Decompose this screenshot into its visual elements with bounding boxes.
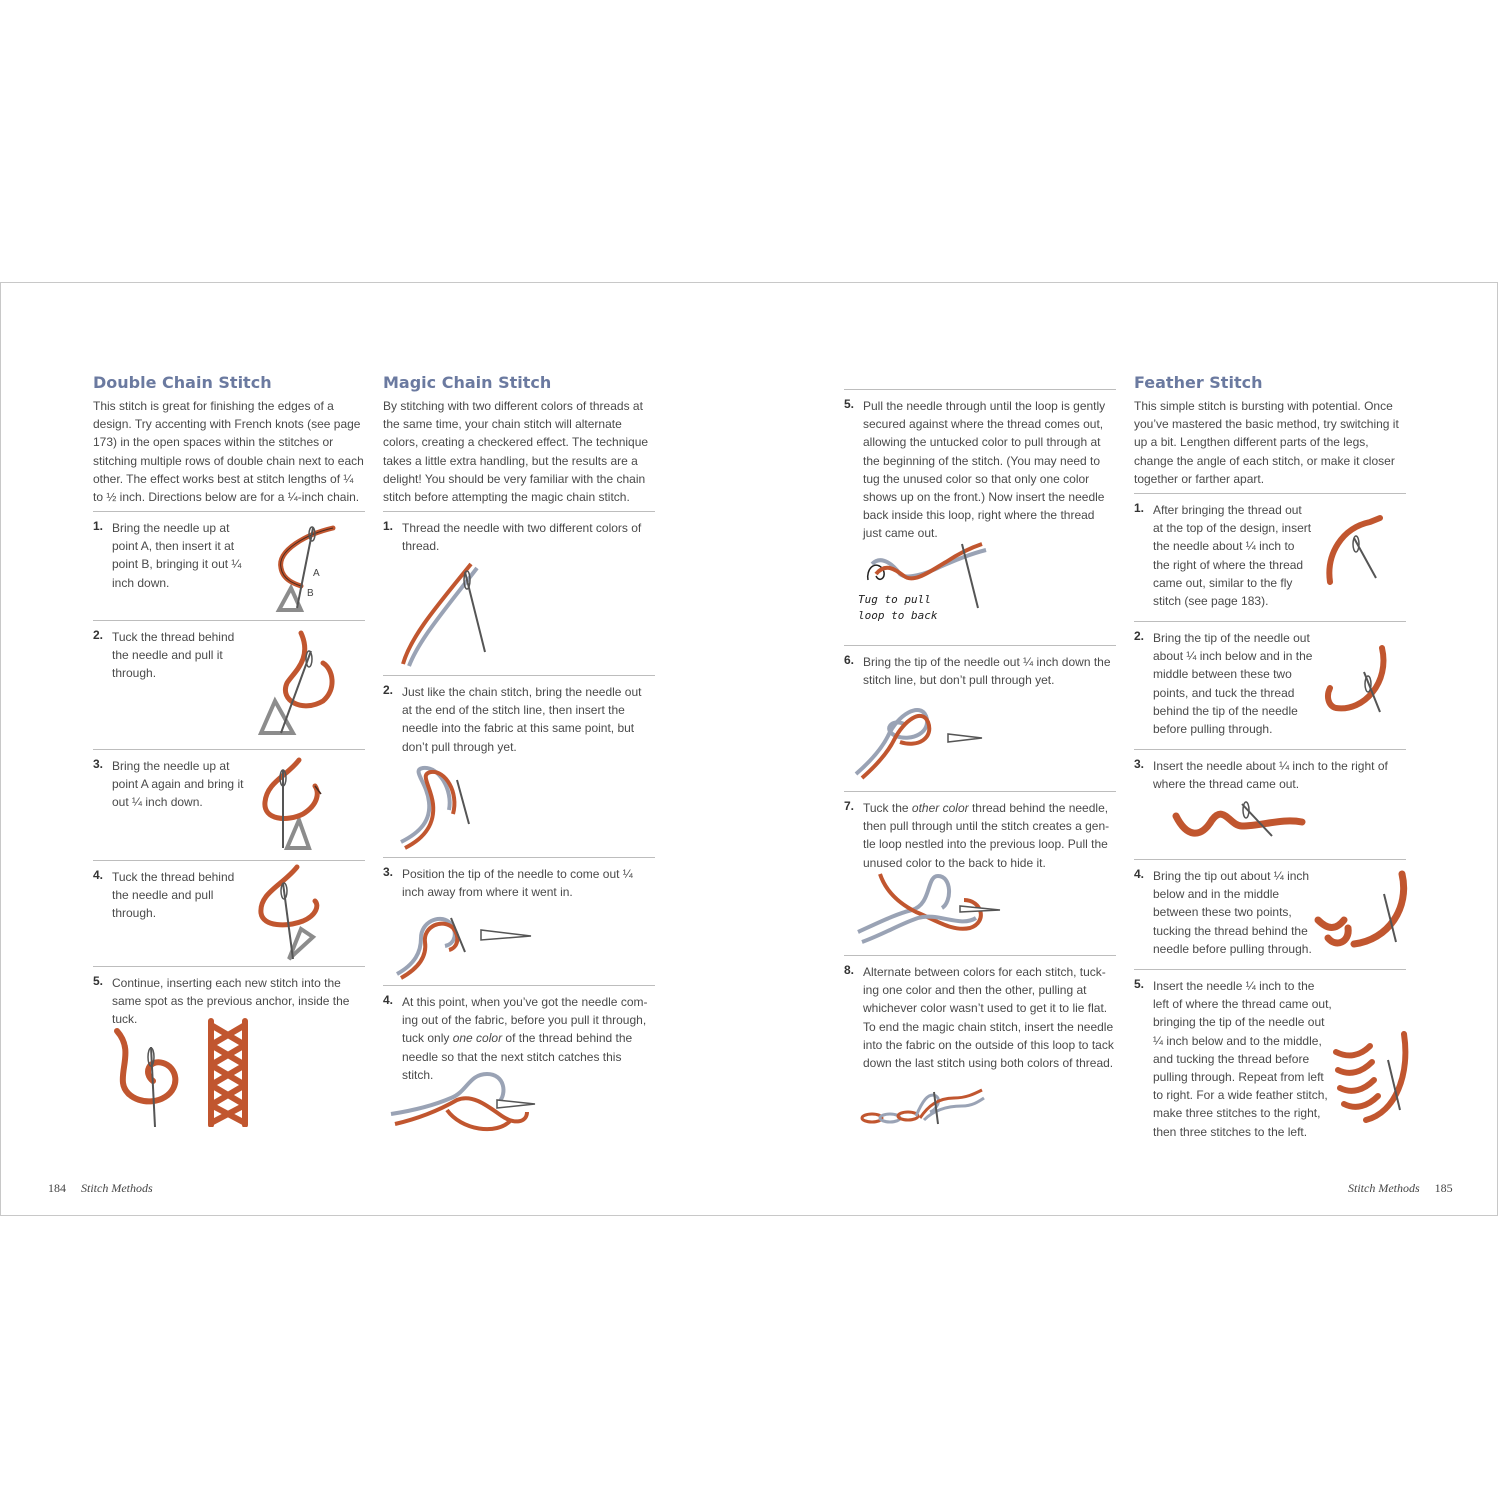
magic-chain-step-4 [383, 985, 655, 1175]
step-number: 6. [844, 653, 855, 667]
point-b-label: B [307, 588, 314, 599]
feather-step-1 [1134, 493, 1406, 621]
feather-step-4-illustration [1314, 868, 1410, 958]
tuck-thread-illustration [253, 629, 343, 745]
feather-step-2-illustration [1324, 642, 1394, 722]
left-running-title: Stitch Methods [81, 1181, 153, 1195]
insert-needle-loop-illustration [397, 762, 477, 852]
step-text: Position the tip of the needle to come out ¼ inch away from where it went in. [402, 867, 633, 900]
step-text-emphasis: other color [911, 801, 969, 815]
step-number: 4. [1134, 867, 1145, 881]
step-number: 2. [383, 683, 394, 697]
finished-double-chain-illustration [205, 1017, 255, 1127]
tuck-pull-through-illustration [253, 863, 333, 963]
step-text: Bring the tip of the needle out ¼ inch down the stitch line, but don’t pull through yet. [863, 655, 1111, 688]
magic-chain-intro: By stitching with two different colors of threads at the same time, your chain stitch will alternate colors, creating a checkered effect. The technique takes a little extra handling, but the results are a delight! You should be very familiar with the chain stitch before attempting the magic chain stitch. [383, 399, 649, 505]
feather-step-4 [1134, 859, 1406, 969]
step-text: Tuck the thread behind the needle and pull it through. [112, 630, 235, 681]
feather-step-2 [1134, 621, 1406, 749]
step-text: Alternate between colors for each stitch, tucking one color and then the other, pulling at whichever color wasn’t used to get it to lie flat. To end the magic chain stitch, insert the needle into the fabric on the outside of this loop to tack down the last stitch using both colors of thread. [863, 965, 1114, 1071]
step-number: 7. [844, 799, 855, 813]
step-number: 1. [1134, 501, 1145, 515]
tug-note [858, 592, 937, 624]
needle-point-a-b-illustration [267, 520, 357, 616]
magic-chain-step-1 [383, 511, 655, 675]
step-number: 3. [93, 757, 104, 771]
step-text-emphasis: one color [452, 1031, 503, 1046]
feather-step-3 [1134, 749, 1406, 859]
book-spread [0, 282, 1498, 1216]
step-text: Continue, inserting each new stitch into the same spot as the previous anchor, inside the tuck. [112, 976, 350, 1027]
step-number: 3. [383, 865, 394, 879]
step-number: 2. [93, 628, 104, 642]
double-chain-intro: This stitch is great for finishing the edges of a design. Try accenting with French knots (see page 173) in the open spaces within the stitches or stitching multiple rows of double chain next to each other. The effect works best at stitch lengths of ¼ to ½ inch. Directions below are for a ¼-inch chain. [93, 399, 364, 505]
step-text: Tuck the thread behind the needle and pull through. [112, 870, 235, 921]
step-text: Insert the needle about ¼ inch to the right of where the thread came out. [1153, 759, 1388, 792]
step-text: Bring the tip of the needle out about ¼ inch below and in the middle between these two points, and tuck the thread behind the tip of the needle before pulling through. [1153, 631, 1313, 737]
left-page-number: 184 [48, 1181, 66, 1195]
feather-intro: This simple stitch is bursting with potential. Once you’ve mastered the basic method, try switching it up a bit. Lengthen different parts of the legs, change the angle of each stitch, or make it closer together or farther apart. [1134, 399, 1399, 486]
feather-step-3-illustration [1172, 796, 1308, 846]
step-number: 8. [844, 963, 855, 977]
step-text-part-b: thread behind the needle, then pull through until the stitch creates a gentle loop nestled into the previous loop. Pull the unused color to the back to hide it. [863, 801, 1110, 870]
step-text: Bring the needle up at point A again and bring it out ¼ inch down. [112, 759, 244, 810]
step-text [863, 799, 1115, 872]
finished-magic-chain-illustration [858, 1088, 988, 1128]
magic-chain-step-2 [383, 675, 655, 857]
double-chain-step-2 [93, 620, 365, 749]
step-text-part-a: At this point, when you’ve got the needle coming out of the fabric, before you pull it through, tuck only [402, 995, 648, 1046]
magic-chain-continued-column [844, 389, 1116, 1131]
step-text: Thread the needle with two different colors of thread. [402, 521, 642, 554]
double-chain-step-3 [93, 749, 365, 860]
step-text: Insert the needle ¼ inch to the left of where the thread came out, bringing the tip of the needle out ¼ inch below and to the middle, and tucking the thread before pulling through. Repeat from left to right. For a wide feather stitch, make three stitches to the right, then three stitches to the left. [1153, 979, 1332, 1139]
step-text-part-b: of the thread behind the needle so that the next stitch catches this stitch. [402, 1031, 633, 1082]
right-page-number: 185 [1434, 1181, 1453, 1195]
tug-note-line-1: Tug to pull [858, 593, 931, 606]
double-chain-column [93, 373, 365, 1136]
needle-tip-out-illustration [852, 698, 992, 782]
magic-chain-title: Magic Chain Stitch [383, 373, 552, 392]
magic-chain-step-3 [383, 857, 655, 985]
double-chain-title: Double Chain Stitch [93, 373, 272, 392]
step-number: 5. [844, 397, 855, 411]
feather-step-5-illustration [1330, 1030, 1414, 1126]
step-number: 5. [1134, 977, 1145, 991]
double-chain-step-4 [93, 860, 365, 966]
step-text: Bring the tip out about ¼ inch below and in the middle between these two points, tucking the thread behind the needle before pulling through. [1153, 869, 1312, 956]
step-number: 4. [93, 868, 104, 882]
step-text: Pull the needle through until the loop is gently secured against where the thread comes out, allowing the untucked color to pull through at the beginning of the stitch. (You may need to tug the unused color so that only one color shows up on the front.) Now insert the needle back inside this loop, right where the thread just came out. [863, 399, 1106, 541]
point-a-label: A [313, 568, 320, 579]
step-text: Just like the chain stitch, bring the needle out at the end of the stitch line, then insert the needle into the fabric at this same point, but don’t pull through yet. [402, 685, 642, 754]
tug-note-line-2: loop to back [858, 609, 938, 622]
step-number: 3. [1134, 757, 1145, 771]
magic-chain-step-8 [844, 955, 1116, 1131]
step-number: 2. [1134, 629, 1145, 643]
magic-chain-step-5 [844, 389, 1116, 645]
feather-title: Feather Stitch [1134, 373, 1263, 392]
magic-chain-step-6 [844, 645, 1116, 791]
step-number: 5. [93, 974, 104, 988]
other-color-tuck-illustration [856, 872, 1006, 948]
step-number: 1. [93, 519, 104, 533]
tuck-one-color-illustration [387, 1070, 537, 1140]
right-running-title: Stitch Methods [1348, 1181, 1420, 1195]
step-text: Bring the needle up at point A, then insert it at point B, bringing it out ¼ inch down. [112, 521, 242, 590]
magic-chain-column [383, 373, 655, 1175]
two-color-needle-illustration [397, 556, 497, 670]
double-chain-step-5 [93, 966, 365, 1136]
step-number: 1. [383, 519, 394, 533]
step-text: After bringing the thread out at the top of the design, insert the needle about ¼ inch to the right of where the thread came out, similar to the fly stitch (see page 183). [1153, 503, 1312, 609]
continue-chain-illustration [113, 1027, 193, 1127]
position-needle-tip-illustration [395, 908, 545, 980]
double-chain-step-1 [93, 511, 365, 620]
needle-up-again-illustration [257, 756, 337, 856]
feather-step-1-illustration [1324, 514, 1388, 586]
right-page-footer [1348, 1181, 1453, 1196]
step-number: 4. [383, 993, 394, 1007]
feather-step-5 [1134, 969, 1406, 1139]
feather-column [1134, 373, 1406, 1139]
left-page-footer [48, 1181, 153, 1196]
magic-chain-step-7 [844, 791, 1116, 955]
step-text-part-a: Tuck the [863, 801, 912, 815]
